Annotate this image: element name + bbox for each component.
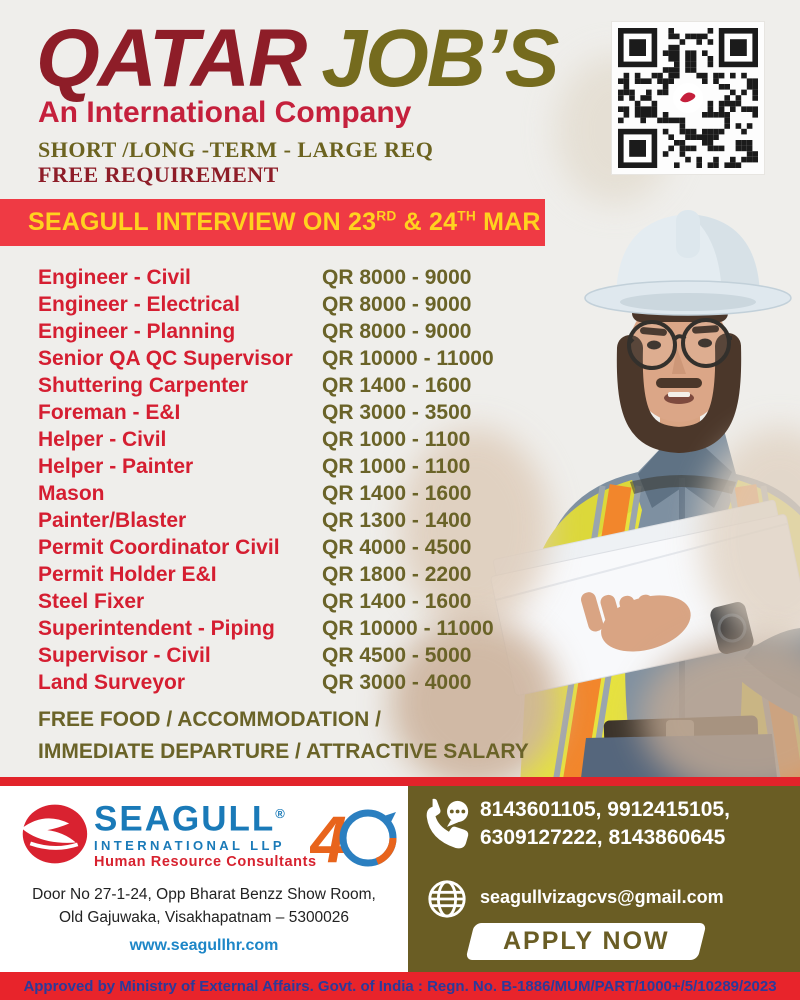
phone-numbers[interactable] <box>480 796 730 852</box>
address-line1: Door No 27-1-24, Opp Bharat Benzz Show Room, <box>32 886 376 903</box>
phone-line1[interactable]: 8143601105, 9912415105, <box>480 798 730 821</box>
job-salary: QR 3000 - 3500 <box>322 401 472 424</box>
email-text[interactable]: seagullvizagcvs@gmail.com <box>480 887 724 907</box>
qr-code-pattern <box>618 28 758 168</box>
job-title: Permit Coordinator Civil <box>38 536 280 559</box>
seagull-logo-icon <box>18 798 90 868</box>
brand-row <box>14 796 398 874</box>
job-salary: QR 1400 - 1600 <box>322 482 472 505</box>
globe-icon <box>426 878 468 920</box>
job-title: Painter/Blaster <box>38 509 187 532</box>
qr-code[interactable] <box>612 22 764 174</box>
approval-text: Approved by Ministry of External Affairs. Govt. of India : Regn. No. B-1886/MUM/PART/1000+/5/10289/2023 <box>23 977 777 995</box>
job-title: Engineer - Civil <box>38 266 191 289</box>
job-salary: QR 8000 - 9000 <box>322 320 472 343</box>
job-row <box>38 372 494 399</box>
job-salary: QR 1300 - 1400 <box>322 509 472 532</box>
address-line2: Old Gajuwaka, Visakhapatnam – 5300026 <box>58 909 350 926</box>
brand-subline: INTERNATIONAL LLP <box>94 837 285 853</box>
perks-line2: IMMEDIATE DEPARTURE / ATTRACTIVE SALARY <box>38 740 529 763</box>
job-title: Helper - Civil <box>38 428 167 451</box>
job-title: Permit Holder E&I <box>38 563 217 586</box>
job-row <box>38 615 494 642</box>
job-row <box>38 264 494 291</box>
website-link[interactable]: www.seagullhr.com <box>129 937 279 954</box>
job-salary: QR 4000 - 4500 <box>322 536 472 559</box>
footer-company-panel <box>0 786 408 972</box>
brand-name: SEAGULL® <box>94 799 287 839</box>
job-title: Shuttering Carpenter <box>38 374 249 397</box>
phone-line2[interactable]: 6309127222, 8143860645 <box>480 826 726 849</box>
perks <box>38 704 529 768</box>
registered-mark: ® <box>275 806 287 821</box>
job-salary: QR 1400 - 1600 <box>322 374 472 397</box>
title-qatar: QATAR <box>36 13 306 104</box>
brand-text <box>94 796 317 871</box>
approval-strip <box>0 972 800 1000</box>
job-row <box>38 534 494 561</box>
subtitle: An International Company <box>38 96 412 129</box>
job-salary: QR 4500 - 5000 <box>322 644 472 667</box>
perks-line1: FREE FOOD / ACCOMMODATION / <box>38 708 381 731</box>
job-title: Helper - Painter <box>38 455 194 478</box>
job-title: Engineer - Planning <box>38 320 236 343</box>
page-title <box>36 13 558 104</box>
job-row <box>38 588 494 615</box>
job-salary: QR 3000 - 4000 <box>322 671 472 694</box>
job-row <box>38 480 494 507</box>
job-title: Land Surveyor <box>38 671 186 694</box>
anniversary-number: 4 <box>310 802 347 874</box>
job-row <box>38 561 494 588</box>
job-row <box>38 642 494 669</box>
job-row <box>38 669 494 696</box>
apply-now-label: APPLY NOW <box>502 927 670 955</box>
job-row <box>38 453 494 480</box>
job-row <box>38 291 494 318</box>
job-title: Steel Fixer <box>38 590 145 613</box>
job-salary: QR 1800 - 2200 <box>322 563 472 586</box>
job-salary: QR 10000 - 11000 <box>322 617 494 640</box>
job-salary: QR 10000 - 11000 <box>322 347 494 370</box>
red-divider <box>0 777 800 786</box>
job-salary: QR 1000 - 1100 <box>322 428 471 451</box>
phone-icon <box>422 798 472 850</box>
jobs-list <box>38 264 494 696</box>
job-row <box>38 426 494 453</box>
heading-free-requirement: FREE REQUIREMENT <box>38 162 279 187</box>
job-title: Engineer - Electrical <box>38 293 240 316</box>
brand-tagline: Human Resource Consultants <box>94 853 317 870</box>
job-salary: QR 1400 - 1600 <box>322 590 472 613</box>
footer-contact-panel <box>408 786 800 972</box>
job-row <box>38 507 494 534</box>
job-title: Superintendent - Piping <box>38 617 275 640</box>
heading-term: SHORT /LONG -TERM - LARGE REQ <box>38 137 434 162</box>
job-salary: QR 8000 - 9000 <box>322 293 472 316</box>
interview-banner <box>0 199 545 246</box>
job-salary: QR 8000 - 9000 <box>322 266 472 289</box>
apply-now-button[interactable] <box>465 923 706 960</box>
job-title: Supervisor - Civil <box>38 644 211 667</box>
job-title: Mason <box>38 482 105 505</box>
interview-banner-text: SEAGULL INTERVIEW ON 23RD & 24TH MAR <box>28 208 541 236</box>
job-row <box>38 399 494 426</box>
title-jobs: JOB’S <box>321 13 558 104</box>
job-row <box>38 345 494 372</box>
anniversary-40-icon <box>310 800 398 874</box>
job-salary: QR 1000 - 1100 <box>322 455 471 478</box>
job-title: Senior QA QC Supervisor <box>38 347 293 370</box>
job-title: Foreman - E&I <box>38 401 181 424</box>
job-row <box>38 318 494 345</box>
